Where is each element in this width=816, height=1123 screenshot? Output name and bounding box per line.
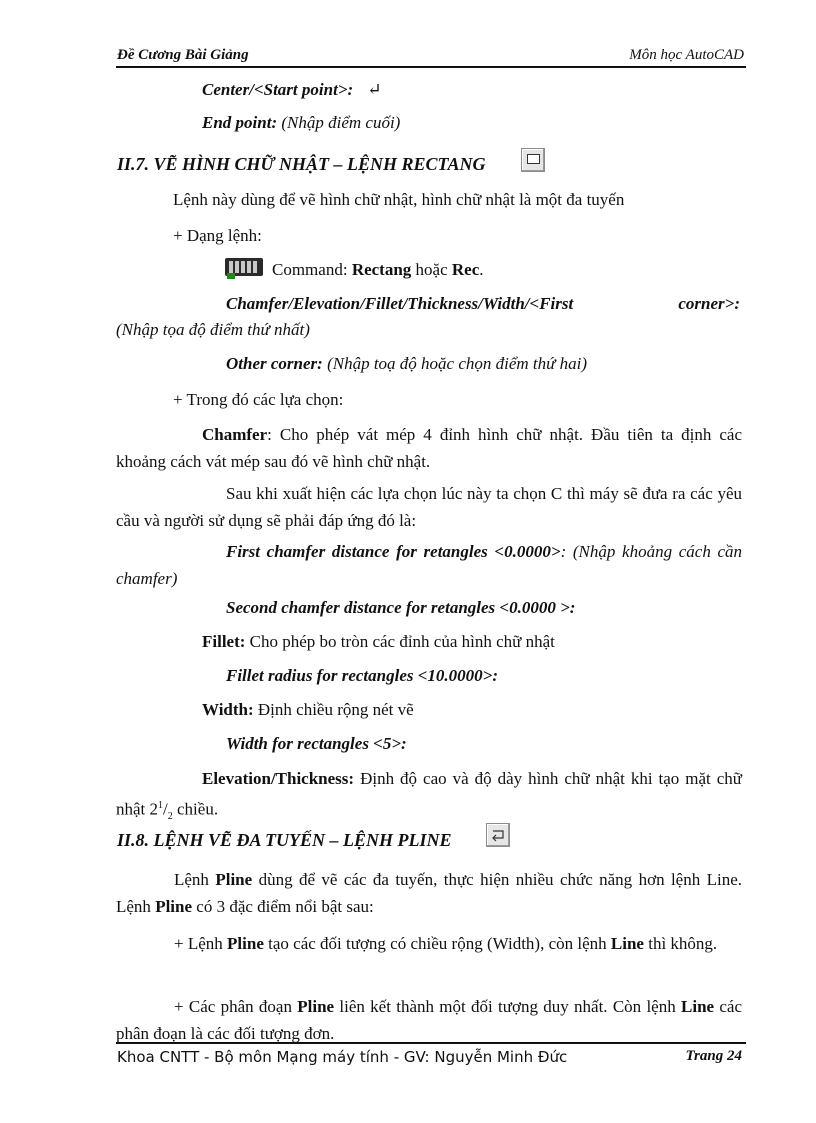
elevation-desc: Định độ cao và độ dày hình chữ nhật khi tạo mặt chữ nhật 2	[116, 769, 742, 819]
bullet-text: + Lệnh	[174, 934, 223, 953]
elevation-label: Elevation/Thickness:	[202, 769, 355, 788]
elevation-sub: 2	[167, 811, 173, 823]
elevation-paragraph	[116, 765, 742, 830]
rectangle-tool-icon	[521, 148, 545, 172]
pline-keyword: Pline	[215, 870, 253, 889]
bullet-text: liên kết thành một đối tượng duy nhất. Còn lệnh	[339, 997, 676, 1016]
pline-text: Lệnh	[174, 870, 209, 889]
first-chamfer-paragraph	[116, 538, 742, 592]
other-corner-label: Other corner:	[226, 354, 323, 373]
after-paragraph: Sau khi xuất hiện các lựa chọn lúc này ta chọn C thì máy sẽ đưa ra các yêu cầu và người sử dụng sẽ phải đáp ứng đó là:	[116, 484, 742, 530]
other-corner-line	[226, 354, 587, 374]
footer-page-number: Trang 24	[685, 1048, 742, 1064]
fillet-desc: Cho phép bo tròn các đỉnh của hình chữ nhật	[249, 632, 555, 651]
line-keyword: Line	[681, 997, 715, 1016]
command-form-label: + Dạng lệnh:	[173, 226, 262, 245]
footer-department: Khoa CNTT - Bộ môn Mạng máy tính - GV: Nguyễn Minh Đức	[117, 1048, 568, 1066]
section-7-intro: Lệnh này dùng để vẽ hình chữ nhật, hình chữ nhật là một đa tuyến	[173, 190, 625, 209]
header-doc-title: Đề Cương Bài Giảng	[117, 47, 249, 63]
bullet-text: + Các phân đoạn	[174, 997, 292, 1016]
options-prompt-end: corner>:	[678, 294, 740, 313]
pline-text: dùng để vẽ các đa tuyến, thực hiện nhiều chức năng hơn lệnh Line. Lệnh	[116, 870, 743, 916]
second-chamfer-prompt: Second chamfer distance for retangles <0.0000 >:	[226, 598, 576, 617]
options-prompt: Chamfer/Elevation/Fillet/Thickness/Width/<First	[226, 294, 574, 313]
section-8-title: II.8. LỆNH VẼ ĐA TUYẾN – LỆNH PLINE	[117, 830, 452, 850]
header-rule	[116, 66, 746, 68]
options-intro: + Trong đó các lựa chọn:	[173, 390, 344, 409]
line-keyword: Line	[610, 934, 644, 953]
elevation-slash: /	[163, 799, 168, 819]
pline-keyword: Pline	[227, 934, 264, 953]
command-name: Rectang	[351, 260, 412, 279]
other-corner-note: (Nhập toạ độ hoặc chọn điểm thứ hai)	[327, 354, 588, 373]
center-prompt-line	[202, 80, 382, 100]
pline-bullet-2	[116, 993, 742, 1047]
pline-paragraph	[116, 866, 742, 920]
width-label: Width:	[202, 700, 254, 719]
header-subject: Môn học AutoCAD	[629, 47, 744, 63]
elevation-tail: chiều.	[177, 799, 219, 819]
center-prompt: Center/<Start point>:	[202, 80, 354, 99]
width-desc: Định chiều rộng nét vẽ	[257, 700, 414, 719]
chamfer-paragraph	[116, 421, 742, 475]
end-point-label: End point:	[202, 113, 278, 132]
enter-icon: ↵	[367, 80, 382, 99]
first-chamfer-note: : (Nhập khoảng cách cần chamfer)	[116, 542, 743, 588]
command-alias: Rec	[451, 260, 480, 279]
footer-rule	[116, 1042, 746, 1044]
width-prompt: Width for rectangles <5>:	[226, 734, 407, 753]
fillet-radius-prompt: Fillet radius for rectangles <10.0000>:	[226, 666, 499, 685]
command-label: Command:	[272, 260, 348, 279]
pline-tool-icon	[486, 823, 510, 847]
options-note: (Nhập tọa độ điểm thứ nhất)	[116, 320, 310, 339]
chamfer-label: Chamfer	[202, 425, 268, 444]
pline-keyword: Pline	[297, 997, 335, 1016]
first-chamfer-prompt: First chamfer distance for retangles <0.0000>	[226, 542, 561, 561]
bullet-text: tạo các đối tượng có chiều rộng (Width), còn lệnh	[268, 934, 607, 953]
command-line: Command: Rectang hoặc Rec.	[272, 260, 484, 279]
pline-keyword: Pline	[155, 897, 193, 916]
chamfer-desc: : Cho phép vát mép 4 đỉnh hình chữ nhật. Đầu tiên ta định các khoảng cách vát mép sau đó vẽ hình chữ nhật.	[116, 425, 742, 471]
pline-text: có 3 đặc điểm nổi bật sau:	[196, 897, 374, 916]
fillet-label: Fillet:	[202, 632, 246, 651]
elevation-sup: 1	[158, 800, 164, 811]
command-or: hoặc	[415, 260, 448, 279]
end-point-note: (Nhập điểm cuối)	[281, 113, 401, 132]
keyboard-icon	[225, 258, 263, 276]
end-point-line	[202, 113, 400, 133]
section-7-title: II.7. VẼ HÌNH CHỮ NHẬT – LỆNH RECTANG	[117, 154, 486, 174]
bullet-text: các phân đoạn là các đối tượng đơn.	[116, 997, 743, 1043]
width-line	[202, 700, 414, 720]
bullet-text: thì không.	[648, 934, 718, 953]
fillet-line	[202, 632, 555, 652]
pline-bullet-1	[116, 930, 742, 957]
